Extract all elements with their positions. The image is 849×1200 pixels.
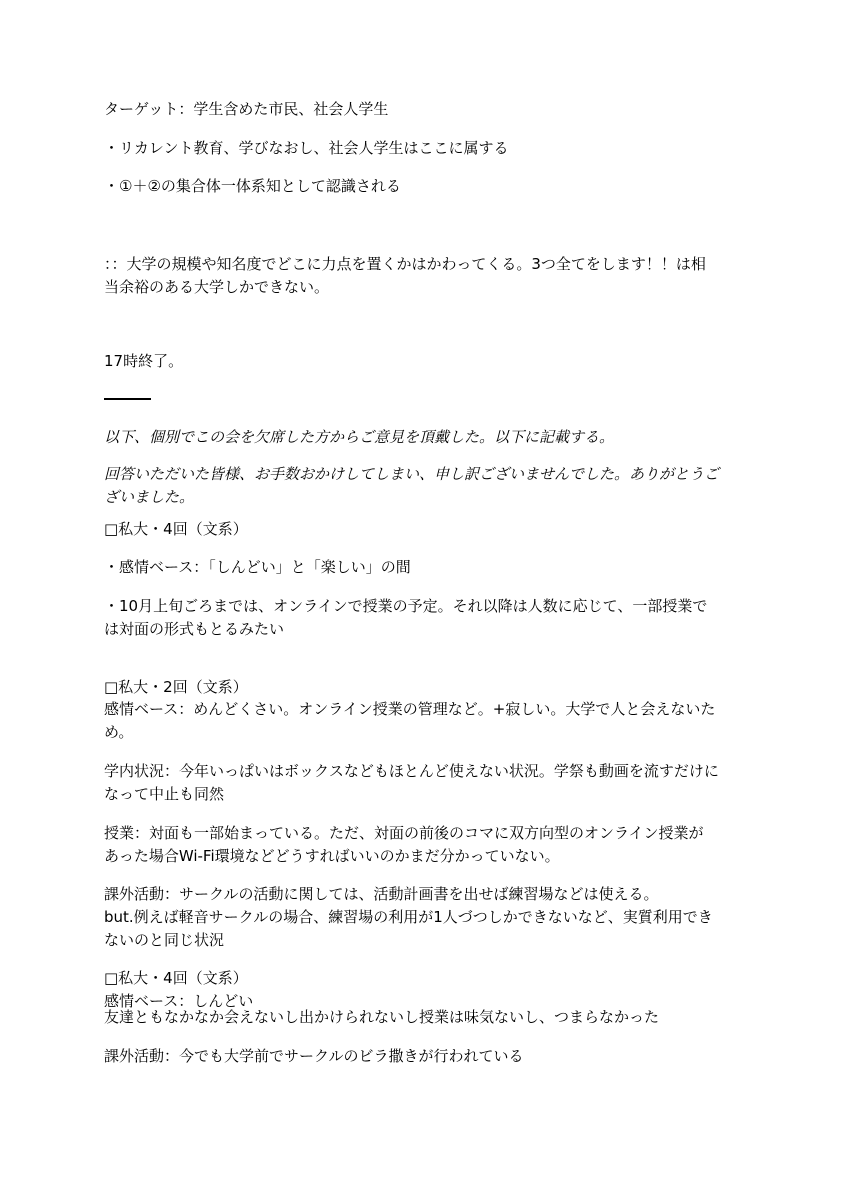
university-scale-line-1: ：：大学の規模や知名度でどこに力点を置くかはかわってくる。3つ全てをします！！は相 bbox=[104, 255, 706, 273]
respondent-2-activities-line-3: ないのと同じ状況 bbox=[104, 931, 225, 949]
respondent-2-classes-line-2: あった場合Wi-Fi環境などどうすればいいのかまだ分かっていない。 bbox=[104, 847, 560, 865]
respondent-3-heading: □私大・4回（文系） bbox=[104, 969, 248, 987]
respondent-2-feeling-line-2: め。 bbox=[104, 723, 134, 741]
respondent-3-activities: 課外活動：今でも大学前でサークルのビラ撒きが行われている bbox=[104, 1047, 524, 1065]
absentee-note-line: 以下、個別でこの会を欠席した方からご意見を頂戴した。以下に記載する。 bbox=[104, 428, 615, 446]
respondent-1-classes-line-2: は対面の形式もとるみたい bbox=[104, 620, 285, 638]
respondent-2-classes-line-1: 授業：対面も一部始まっている。ただ、対面の前後のコマに双方向型のオンライン授業が bbox=[104, 824, 704, 842]
respondent-1-classes-line-1: ・10月上旬ごろまでは、オンラインで授業の予定。それ以降は人数に応じて、一部授業で bbox=[104, 597, 708, 615]
respondent-1-heading: □私大・4回（文系） bbox=[104, 520, 248, 538]
respondent-1-feeling: ・感情ベース：「しんどい」と「楽しい」の間 bbox=[104, 558, 411, 576]
respondent-2-heading: □私大・2回（文系） bbox=[104, 678, 248, 696]
respondent-3-friends: 友達ともなかなか会えないし出かけられないし授業は味気ないし、つまらなかった bbox=[104, 1008, 660, 1026]
respondent-3-feeling: 感情ベース：しんどい bbox=[104, 992, 254, 1010]
section-divider bbox=[104, 398, 151, 400]
respondent-2-activities-line-2: but.例えば軽音サークルの場合、練習場の利用が1人づつしかできないなど、実質利用でき bbox=[104, 908, 713, 926]
respondent-2-campus-line-2: なって中止も同然 bbox=[104, 785, 225, 803]
end-time-line: 17時終了。 bbox=[104, 352, 184, 370]
respondent-2-campus-line-1: 学内状況：今年いっぱいはボックスなどもほとんど使えない状況。学祭も動画を流すだけに bbox=[104, 762, 719, 780]
respondent-2-activities-line-1: 課外活動：サークルの活動に関しては、活動計画書を出せば練習場などは使える。 bbox=[104, 885, 659, 903]
thanks-line-2: ざいました。 bbox=[104, 488, 195, 506]
respondent-2-feeling-line-1: 感情ベース：めんどくさい。オンライン授業の管理など。+寂しい。大学で人と会えないた bbox=[104, 700, 716, 718]
collective-system-line: ・①＋②の集合体一体系知として認識される bbox=[104, 177, 401, 195]
recurrent-education-line: ・リカレント教育、学びなおし、社会人学生はここに属する bbox=[104, 139, 509, 157]
thanks-line-1: 回答いただいた皆様、お手数おかけしてしまい、申し訳ございませんでした。ありがとうご bbox=[104, 465, 720, 483]
university-scale-line-2: 当余裕のある大学しかできない。 bbox=[104, 278, 330, 296]
target-line: ターゲット：学生含めた市民、社会人学生 bbox=[104, 100, 389, 118]
